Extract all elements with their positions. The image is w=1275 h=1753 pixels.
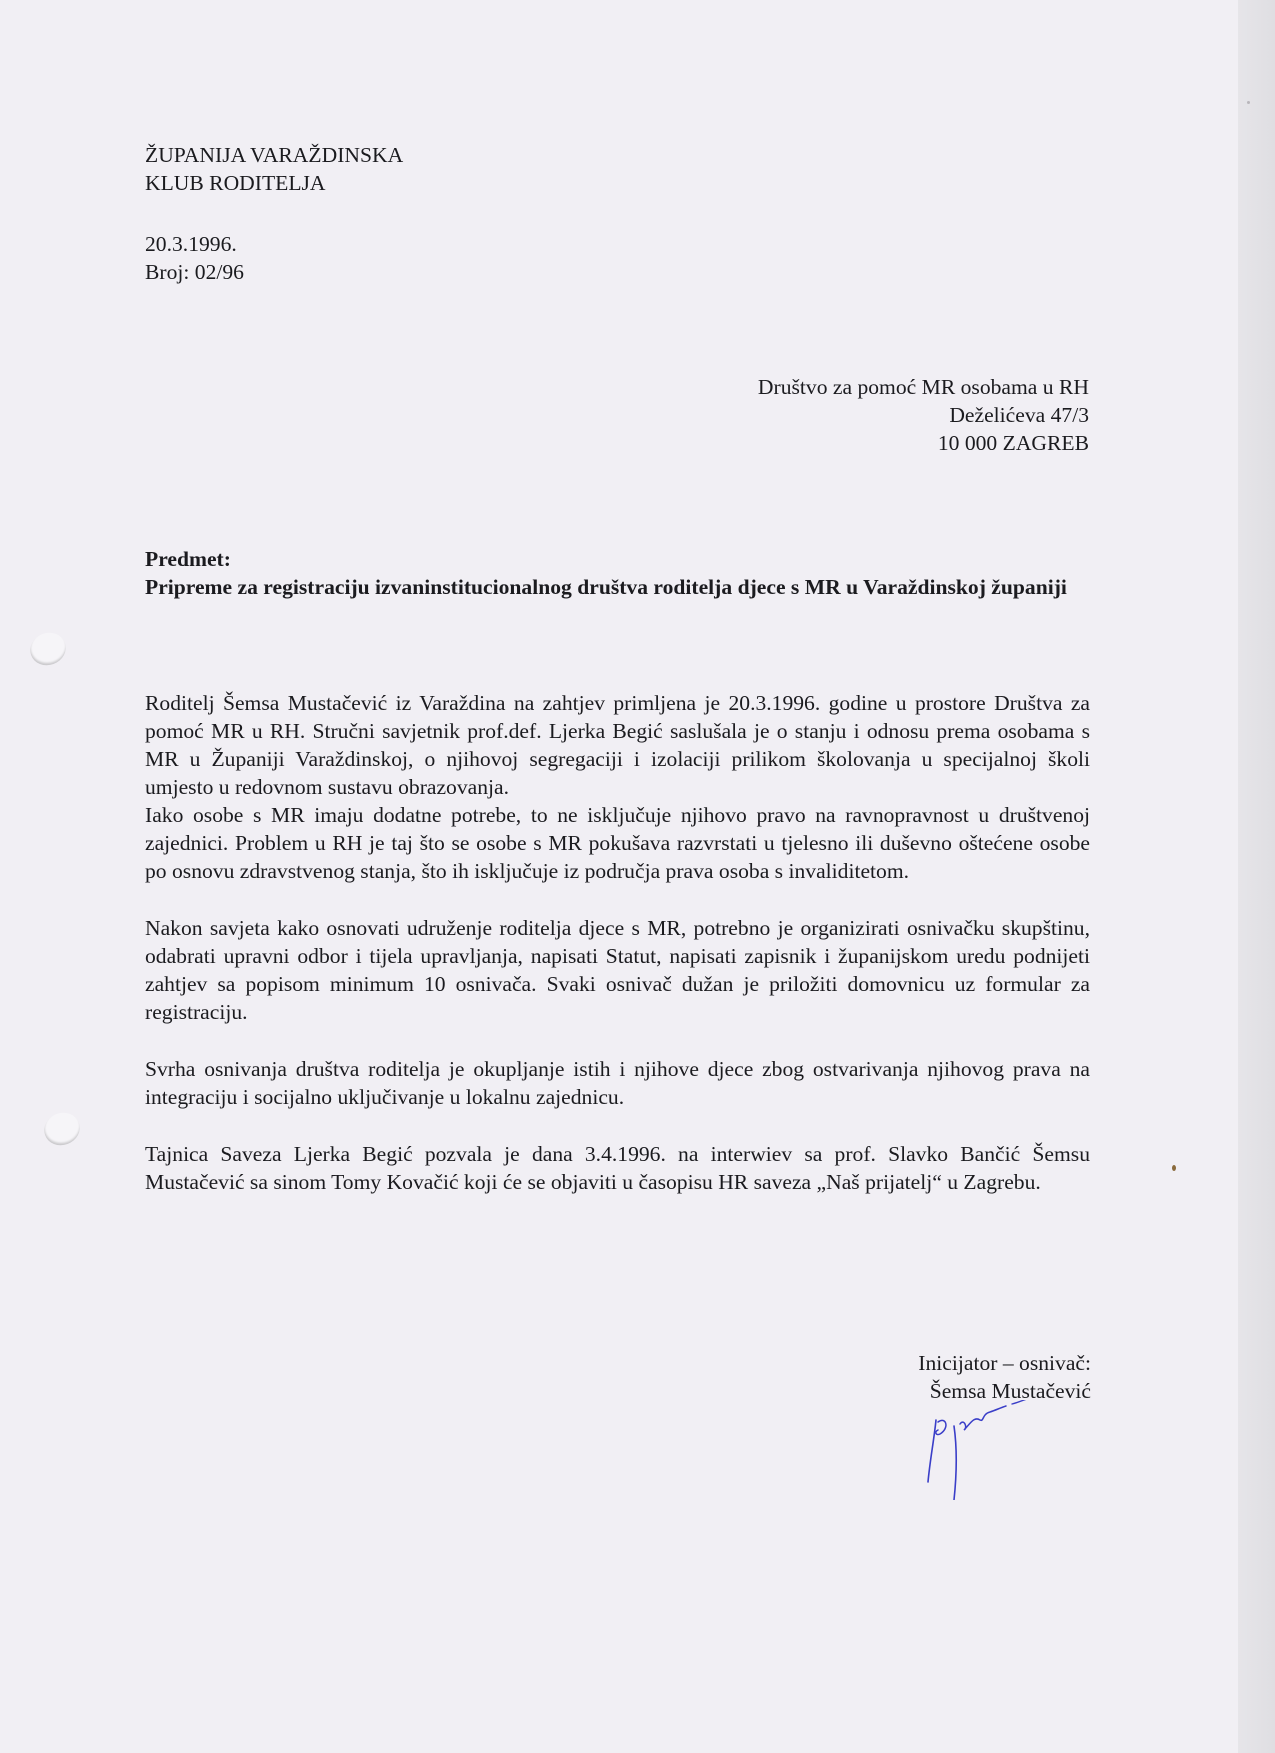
signatory-name: Šemsa Mustačević [929,1379,1091,1403]
paragraph-text: Svrha osnivanja društva roditelja je okupljanje istih i njihove djece zbog ostvarivanja njihovog prava na integraciju i socijalno uključivanje u lokalnu zajednicu. [145,1057,1090,1109]
recipient-city: 10 000 ZAGREB [937,431,1089,455]
signature-block [691,1349,1091,1405]
handwritten-signature [920,1400,1040,1500]
paragraph-text: Tajnica Saveza Ljerka Begić pozvala je dana 3.4.1996. na interwiev sa prof. Slavko Bančić Šemsu Mustačević sa sinom Tomy Kovačić koji će se objaviti u časopisu HR saveza „Naš prijatelj“ u Zagrebu. [145,1142,1090,1194]
subject-text: Pripreme za registraciju izvaninstitucionalnog društva roditelja djece s MR u Varaždinskoj županiji [145,575,1067,599]
date-number-block [145,230,244,286]
body-paragraph [145,1140,1090,1196]
scan-speck [1172,1165,1176,1171]
sender-club: KLUB RODITELJA [145,171,326,195]
body-paragraph [145,801,1090,885]
paragraph-text: Roditelj Šemsa Mustačević iz Varaždina na zahtjev primljena je 20.3.1996. godine u prostore Društva za pomoć MR u RH. Stručni savjetnik prof.def. Ljerka Begić saslušala je o stanju i odnosu prema osobama s MR u Županiji Varaždinskoj, o njihovoj segregaciji i izolaciji prilikom školovanja u specijalnoj školi umjesto u redovnom sustavu obrazovanja. [145,691,1090,799]
paragraph-text: Iako osobe s MR imaju dodatne potrebe, to ne isključuje njihovo pravo na ravnopravnost u društvenoj zajednici. Problem u RH je taj što se osobe s MR pokušava razvrstati u tjelesno ili duševno oštećene osobe po osnovu zdravstvenog stanja, što ih isključuje iz područja prava osoba s invaliditetom. [145,803,1090,883]
document-number: Broj: 02/96 [145,260,244,284]
subject-label: Predmet: [145,547,231,571]
recipient-street: Deželićeva 47/3 [949,403,1089,427]
recipient-name: Društvo za pomoć MR osobama u RH [757,375,1089,399]
body-paragraph [145,1055,1090,1111]
signatory-role: Inicijator – osnivač: [918,1351,1091,1375]
scanner-background-edge [1238,0,1275,1753]
recipient-address [489,373,1089,457]
sender-block [145,141,403,197]
document-date: 20.3.1996. [145,232,237,256]
sender-county: ŽUPANIJA VARAŽDINSKA [145,143,404,167]
scan-speck [1247,101,1250,104]
letter-body [145,689,1090,1225]
body-paragraph [145,689,1090,801]
body-paragraph [145,914,1090,1026]
paragraph-text: Nakon savjeta kako osnovati udruženje roditelja djece s MR, potrebno je organizirati osnivačku skupštinu, odabrati upravni odbor i tijela upravljanja, napisati Statut, napisati zapisnik i županijskom uredu podnijeti zahtjev sa popisom minimum 10 osnivača. Svaki osnivač dužan je priložiti domovnicu uz formular za registraciju. [145,916,1090,1024]
